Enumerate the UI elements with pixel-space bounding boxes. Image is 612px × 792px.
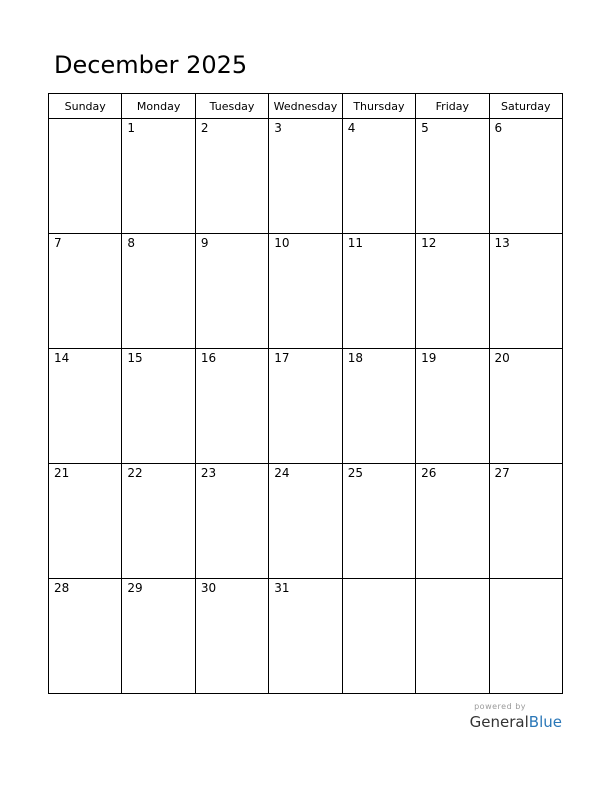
day-number: 17	[274, 351, 290, 365]
day-cell	[122, 349, 195, 464]
day-cell	[122, 234, 195, 349]
day-number: 30	[200, 581, 217, 595]
day-cell	[195, 234, 268, 349]
day-number: 5	[421, 121, 429, 135]
week-row	[49, 119, 563, 234]
day-cell	[195, 464, 268, 579]
weekday-header-row	[49, 94, 563, 119]
weekday-friday: Friday	[416, 94, 489, 119]
day-number: 29	[127, 581, 143, 595]
day-cell	[489, 349, 562, 464]
day-cell	[195, 579, 268, 694]
day-number: 25	[347, 466, 363, 480]
day-number: 7	[54, 236, 62, 250]
day-cell	[195, 119, 268, 234]
day-cell	[269, 349, 342, 464]
day-cell	[342, 464, 415, 579]
powered-by-label: powered by	[474, 702, 526, 711]
day-cell	[489, 464, 562, 579]
day-cell	[122, 579, 195, 694]
weekday-tuesday: Tuesday	[195, 94, 268, 119]
day-number: 4	[347, 121, 356, 135]
day-cell	[416, 464, 489, 579]
day-cell	[269, 464, 342, 579]
day-number: 16	[200, 351, 217, 365]
day-number: 12	[421, 236, 437, 250]
week-row	[49, 349, 563, 464]
weekday-sunday: Sunday	[49, 94, 122, 119]
day-number: 15	[127, 351, 143, 365]
weekday-monday: Monday	[122, 94, 195, 119]
day-cell	[489, 579, 562, 694]
day-cell	[269, 119, 342, 234]
day-number: 23	[200, 466, 217, 480]
day-cell	[195, 349, 268, 464]
day-number: 28	[54, 581, 70, 595]
brand-logo[interactable]	[470, 712, 562, 732]
day-cell	[49, 464, 122, 579]
page-title: December 2025	[54, 51, 248, 79]
day-cell	[269, 579, 342, 694]
day-number: 22	[127, 466, 143, 480]
day-number: 21	[54, 466, 70, 480]
day-cell	[416, 234, 489, 349]
day-number: 26	[421, 466, 437, 480]
day-number	[490, 579, 562, 581]
brand-blue-text: Blue	[528, 713, 562, 731]
day-cell	[49, 234, 122, 349]
day-number: 14	[54, 351, 70, 365]
day-number	[343, 579, 415, 581]
day-cell	[342, 234, 415, 349]
day-number: 20	[494, 351, 510, 365]
brand-general-text: General	[469, 713, 529, 731]
weekday-thursday: Thursday	[342, 94, 415, 119]
day-number: 19	[421, 351, 437, 365]
day-cell	[269, 234, 342, 349]
day-cell	[122, 464, 195, 579]
day-cell	[342, 119, 415, 234]
day-number: 8	[127, 236, 136, 250]
day-number: 31	[274, 581, 290, 595]
day-cell	[342, 579, 415, 694]
week-row	[49, 464, 563, 579]
day-cell	[49, 349, 122, 464]
weekday-saturday: Saturday	[489, 94, 562, 119]
day-number: 27	[494, 466, 510, 480]
day-number: 6	[494, 121, 503, 135]
day-cell	[49, 119, 122, 234]
day-cell	[489, 234, 562, 349]
day-cell	[416, 579, 489, 694]
day-number: 9	[200, 236, 209, 250]
day-cell	[416, 119, 489, 234]
day-number: 2	[200, 121, 209, 135]
day-number: 1	[127, 121, 136, 135]
footer-branding	[470, 702, 562, 732]
day-number: 10	[274, 236, 290, 250]
day-number: 13	[494, 236, 510, 250]
day-number	[416, 579, 488, 581]
day-cell	[416, 349, 489, 464]
day-cell	[489, 119, 562, 234]
weekday-wednesday: Wednesday	[269, 94, 342, 119]
day-cell	[49, 579, 122, 694]
day-number: 3	[274, 121, 282, 135]
day-number: 24	[274, 466, 290, 480]
day-number: 11	[347, 236, 363, 250]
day-cell	[122, 119, 195, 234]
day-cell	[342, 349, 415, 464]
week-row	[49, 579, 563, 694]
day-number: 18	[347, 351, 363, 365]
week-row	[49, 234, 563, 349]
day-number	[49, 119, 121, 121]
calendar-grid	[48, 93, 563, 694]
